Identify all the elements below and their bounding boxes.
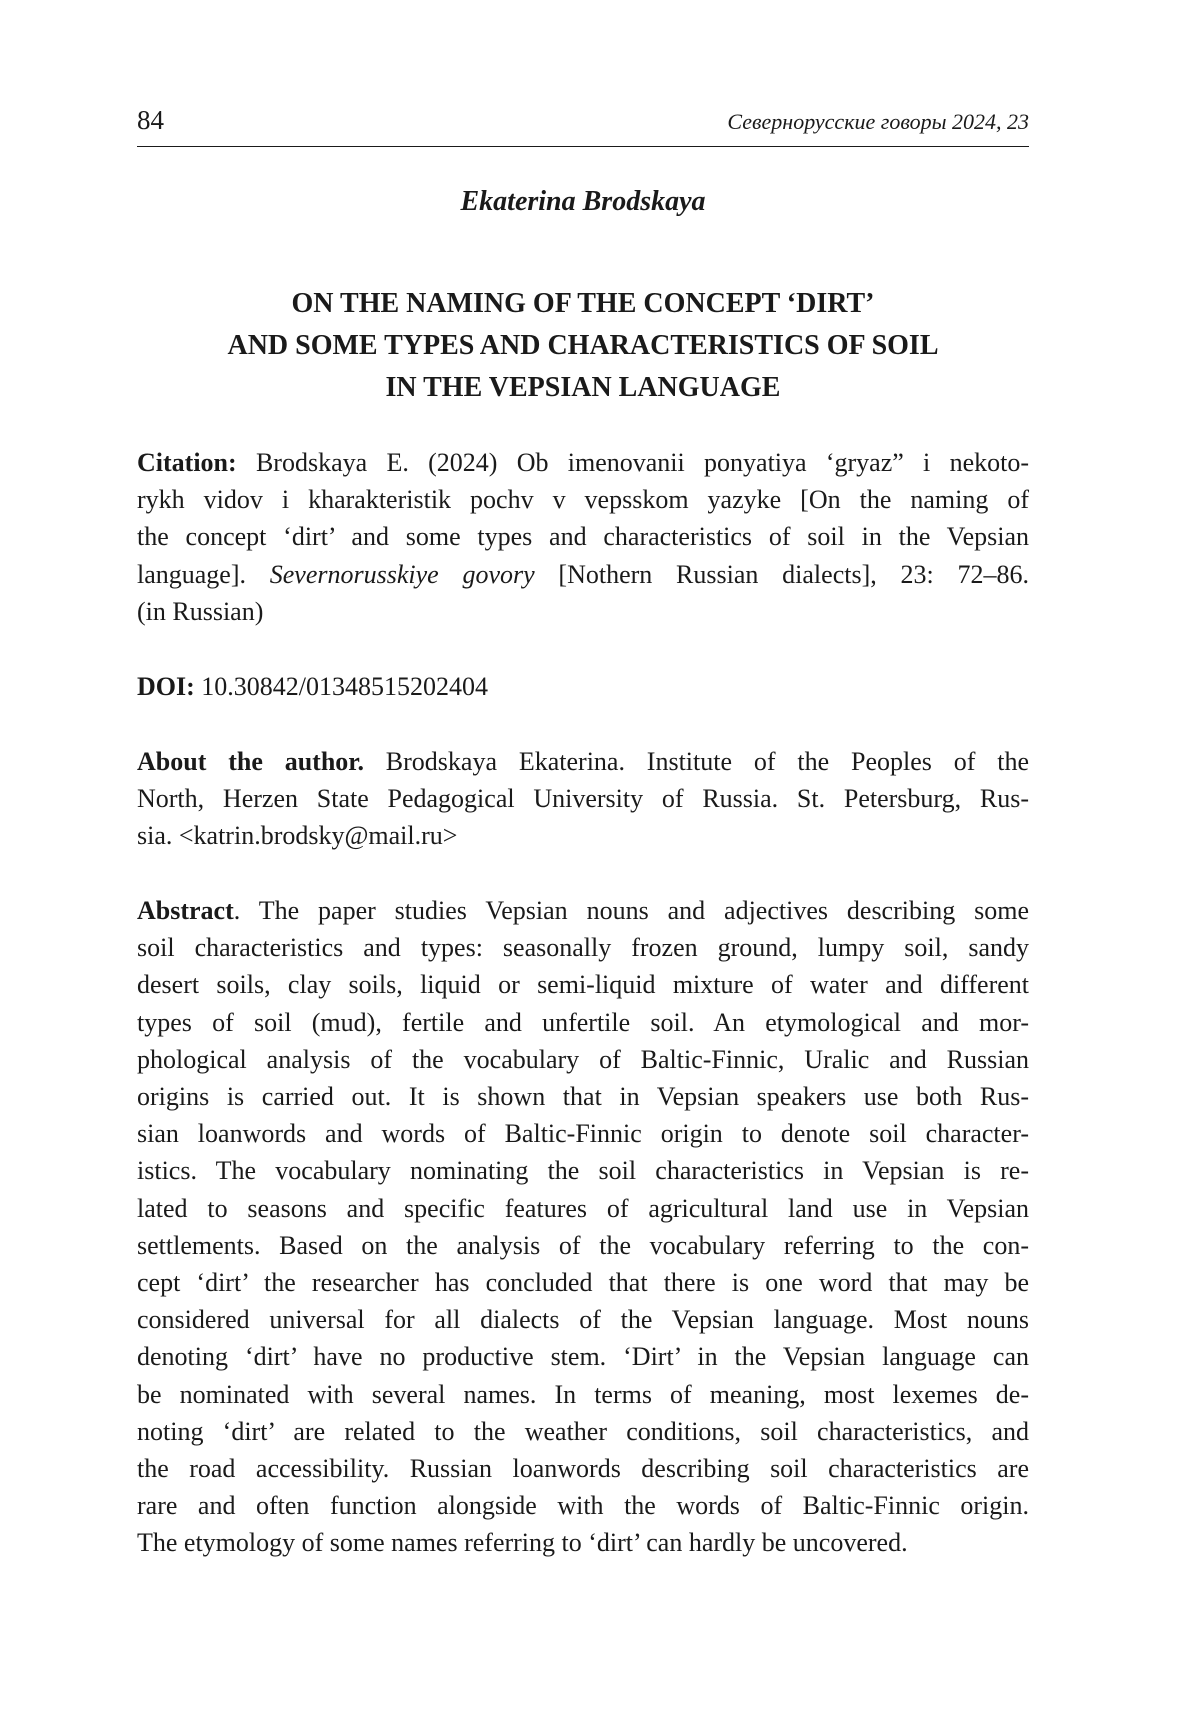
abstract-line: settlements. Based on the analysis of the vocabulary referring to the con-	[137, 1230, 1029, 1260]
about-label: About the author.	[137, 747, 364, 776]
about-line-3: sia. <katrin.brodsky@mail.ru>	[137, 821, 458, 851]
abstract-line: be nominated with several names. In terms of meaning, most lexemes de-	[137, 1379, 1029, 1409]
abstract-line	[137, 892, 1029, 929]
doi-block	[137, 668, 1029, 705]
article-title	[137, 283, 1029, 409]
abstract-line: origins is carried out. It is shown that in Vepsian speakers use both Rus-	[137, 1082, 1029, 1112]
abstract-line: The etymology of some names referring to ‘dirt’ can hardly be uncovered.	[137, 1528, 908, 1558]
abstract-line: istics. The vocabulary nominating the soil characteristics in Vepsian is re-	[137, 1156, 1029, 1186]
abstract-line: soil characteristics and types: seasonally frozen ground, lumpy soil, sandy	[137, 933, 1029, 963]
abstract-line: types of soil (mud), fertile and unfertile soil. An etymological and mor-	[137, 1007, 1029, 1037]
about-line-1	[137, 743, 1029, 780]
title-line-1: ON THE NAMING OF THE CONCEPT ‘DIRT’	[291, 288, 875, 319]
citation-text: Brodskaya E. (2024) Ob imenovanii ponyatiya ‘gryaz” i nekoto-	[236, 448, 1029, 477]
abstract-line: desert soils, clay soils, liquid or semi-liquid mixture of water and different	[137, 970, 1029, 1000]
title-line-3: IN THE VEPSIAN LANGUAGE	[385, 372, 781, 403]
abstract-line: rare and often function alongside with the words of Baltic-Finnic origin.	[137, 1491, 1029, 1521]
abstract-line: noting ‘dirt’ are related to the weather conditions, soil characteristics, and	[137, 1416, 1029, 1446]
citation-block	[137, 444, 1029, 630]
doi-line	[137, 668, 1029, 705]
citation-text: language].	[137, 559, 270, 589]
abstract-line: phological analysis of the vocabulary of Baltic-Finnic, Uralic and Russian	[137, 1044, 1029, 1074]
abstract-label: Abstract	[137, 896, 234, 925]
citation-line-3: the concept ‘dirt’ and some types and characteristics of soil in the Vepsian	[137, 522, 1029, 552]
abstract-line: denoting ‘dirt’ have no productive stem. ‘Dirt’ in the Vepsian language can	[137, 1342, 1029, 1372]
abstract-line: sian loanwords and words of Baltic-Finnic origin to denote soil character-	[137, 1119, 1029, 1149]
header-rule	[137, 146, 1029, 147]
about-text: Brodskaya Ekaterina. Institute of the Peoples of the	[363, 747, 1029, 776]
citation-journal-name: Severnorusskiye govory	[269, 559, 535, 589]
abstract-text: . The paper studies Vepsian nouns and adjectives describing some	[233, 896, 1029, 925]
about-line-2: North, Herzen State Pedagogical University of Russia. St. Petersburg, Rus-	[137, 784, 1029, 814]
running-header-journal: Севернорусские говоры 2024, 23	[727, 109, 1029, 134]
citation-line-1	[137, 444, 1029, 481]
doi-label: DOI:	[137, 672, 195, 701]
title-line-2: AND SOME TYPES AND CHARACTERISTICS OF SOIL	[227, 330, 939, 361]
citation-label: Citation:	[137, 448, 237, 477]
page-number: 84	[137, 105, 164, 135]
doi-value: 10.30842/01348515202404	[194, 672, 489, 701]
author-name: Ekaterina Brodskaya	[460, 186, 706, 217]
abstract-block	[137, 892, 1029, 1562]
abstract-line: cept ‘dirt’ the researcher has concluded that there is one word that may be	[137, 1268, 1029, 1298]
abstract-line: considered universal for all dialects of the Vepsian language. Most nouns	[137, 1305, 1029, 1335]
citation-line-2: rykh vidov i kharakteristik pochv v vepsskom yazyke [On the naming of	[137, 485, 1029, 515]
citation-line-4	[137, 556, 1029, 593]
about-author-block	[137, 743, 1029, 855]
citation-text: [Nothern Russian dialects], 23: 72–86.	[534, 559, 1029, 589]
abstract-line: the road accessibility. Russian loanwords describing soil characteristics are	[137, 1454, 1029, 1484]
abstract-line: lated to seasons and specific features of agricultural land use in Vepsian	[137, 1193, 1029, 1223]
citation-line-5: (in Russian)	[137, 596, 264, 626]
